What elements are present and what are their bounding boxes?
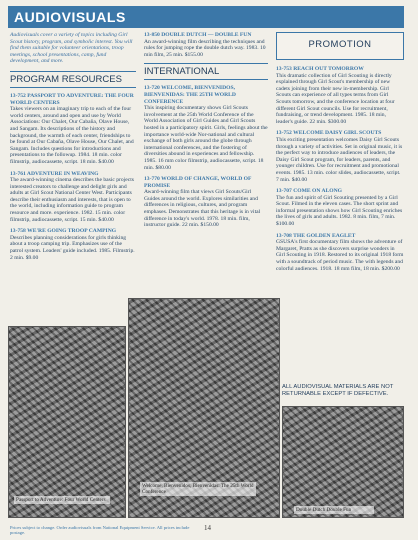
list-item (144, 85, 268, 171)
item-title: 13-752 WELCOME DAISY GIRL SCOUTS (276, 130, 382, 137)
item-description: The fun and spirit of Girl Scouting presented by a Girl Scout. Filmed in the eleven cases. The short sprint and informal presentation shows how Girl Scouting enriches the lives of girls and adults. 1982. 8 min. film, 7 min. $100.00 (276, 194, 403, 228)
intro-text: Audiovisuals cover a variety of topics including Girl Scout history, program, and symbolic interest. You will find them suitable for volunteer orientations, troop meetings, school presentations, camp, fund development, and more. (10, 32, 133, 65)
item-description: This inspiring documentary shows Girl Scouts involvement at the 25th World Conference of the World Association of Girl Guides and Girl Scouts hosted in a participatory spirit. Girls, feelings about the importance world-wide Nor-national and cultural exchange of both girls around the globe through international conferences, and the fostering of diversities abound in experiences and fellowship. 1985. 16 mm color filmstrip, audiocassette, script. 18 min. $80.00 (144, 105, 268, 171)
item-title: 13-720 WELCOME, BIENVENIDOS, BIENVENIDAS: THE 25TH WORLD CONFERENCE (144, 85, 236, 105)
item-title: 13-770 WORLD OF CHANGE, WORLD OF PROMISE (144, 176, 252, 189)
list-item (144, 176, 268, 229)
column-right (276, 66, 404, 277)
list-item (144, 32, 268, 58)
photo-double-dutch (282, 406, 404, 518)
item-description: The award-winning cinema describes the basic projects interested creators to challenge and delight girls and adults at Girl Scout National Center West. Participants describe their enthusiasm and interests, that is open to the world, including information guide to program resource and more. experience. 1982. 15 min. color filmstrip, audiocassette, script. 15 min. $40.00 (10, 177, 134, 223)
returns-notice: ALL AUDIOVISUAL MATERIALS ARE NOT RETURNABLE EXCEPT IF DEFECTIVE. (282, 384, 394, 397)
column-middle (144, 32, 268, 234)
list-item (276, 233, 404, 273)
page-title: AUDIOVISUALS (14, 9, 126, 25)
list-item (10, 228, 136, 261)
list-item (10, 93, 136, 166)
item-description: GSUSA's first documentary film shows the adventure of Margaret, Pratts as she discovers surprise wonders in Girl Scouting in 1918. Restored to its original 1918 form with a soundtrack of period music. The with legends and colorful audiences. 1918. 18 mm film, 18 min. $200.00 (276, 239, 404, 272)
item-description: Award-winning film that views Girl Scouts/Girl Guides around the world. Explores similarities and differences in religious, cultures, and program emphases. Demonstrates that this heritage is in vital difference in today's world. 1978. 18 min. film, instructor guide. 22 min. $150.00 (144, 189, 261, 229)
photo-caption: Welcome, Bienvenidos, Bienvenidas: The 25th World Conference (140, 482, 256, 496)
item-description: An award-winning film describing the techniques and rules for jumping rope the double dutch way. 1983. 10 min film, 25 min. $155.00 (144, 38, 266, 58)
photo-caption: Double Dutch Double Fun (294, 506, 374, 514)
page-number: 14 (204, 524, 211, 532)
item-title: 13-707 COME ON ALONG (276, 188, 343, 195)
list-item (276, 66, 404, 125)
item-title: 13-708 THE GOLDEN EAGLET (276, 232, 356, 239)
item-title: 13-761 ADVENTURE IN WEAVING (10, 170, 99, 177)
list-item (10, 171, 136, 224)
photo-passport-to-adventure (8, 326, 126, 518)
column-left (10, 32, 136, 266)
photo-caption: Passport to Adventure: Four World Centers (14, 496, 110, 504)
item-title: 13-758 WE'RE GOING TROOP CAMPING (10, 228, 117, 235)
item-title: 13-850 DOUBLE DUTCH — DOUBLE FUN (144, 32, 252, 38)
item-title: 13-752 PASSPORT TO ADVENTURE: THE FOUR WORLD CENTERS (10, 92, 134, 106)
section-title-promotion: PROMOTION (308, 39, 372, 50)
item-description: This dramatic collection of Girl Scouting is directly explained through Girl Scout's membership of new cadets joining from their new in-membership. Girl Scouts can experience of all types terms from Girl Scouts tomorrow, and the conference location at four different Girl Scout councils. Use for recruitment, fundraising, or trend development. 1985. 18 min, leader's guide. 22 min. $300.00 (276, 72, 395, 125)
list-item (276, 130, 404, 183)
header-banner (8, 6, 404, 28)
item-description: Takes viewers on an imaginary trip to each of the four world centers, around and open and use by World Associations: Our Chalet, Our Cabaña, Olave House, and Sangam. Its descriptions of the history and background, the warmth of each center, friendships to be found at Our Cabaña, Olave House, Our Chalet, and Sangam. Includes questions for introductions and presentations to the followup. 1984. 18 min. color filmstrip, audiocassette, script. 18 min. $40.00 (10, 106, 134, 165)
item-title: 13-753 REACH OUT TOMORROW (276, 66, 364, 72)
list-item (276, 188, 404, 228)
item-description: Describes planning considerations for girls thinking about a troop camping trip. Emphasizes use of the patrol system. Leaders' guide included. 1985. Filmstrip. 2 min. $9.00 (10, 234, 135, 261)
section-title-international: INTERNATIONAL (144, 63, 268, 80)
promotion-header-box (276, 32, 404, 60)
item-description: This exciting presentation welcomes Daisy Girl Scouts through a variety of activities. Set in original music, it is the perfect way to introduce audiences of leaders, the Daisy Girl Scout program, for leaders, parents, and younger children. Use for recruitment and promotional events. 1985. 13 min. color slides, audiocassette, script. 7 min. $40.00 (276, 136, 403, 183)
section-title-program-resources: PROGRAM RESOURCES (10, 71, 136, 88)
footnote: Prices subject to change. Order audiovisuals from National Equipment Service. All prices include postage. (10, 525, 190, 536)
